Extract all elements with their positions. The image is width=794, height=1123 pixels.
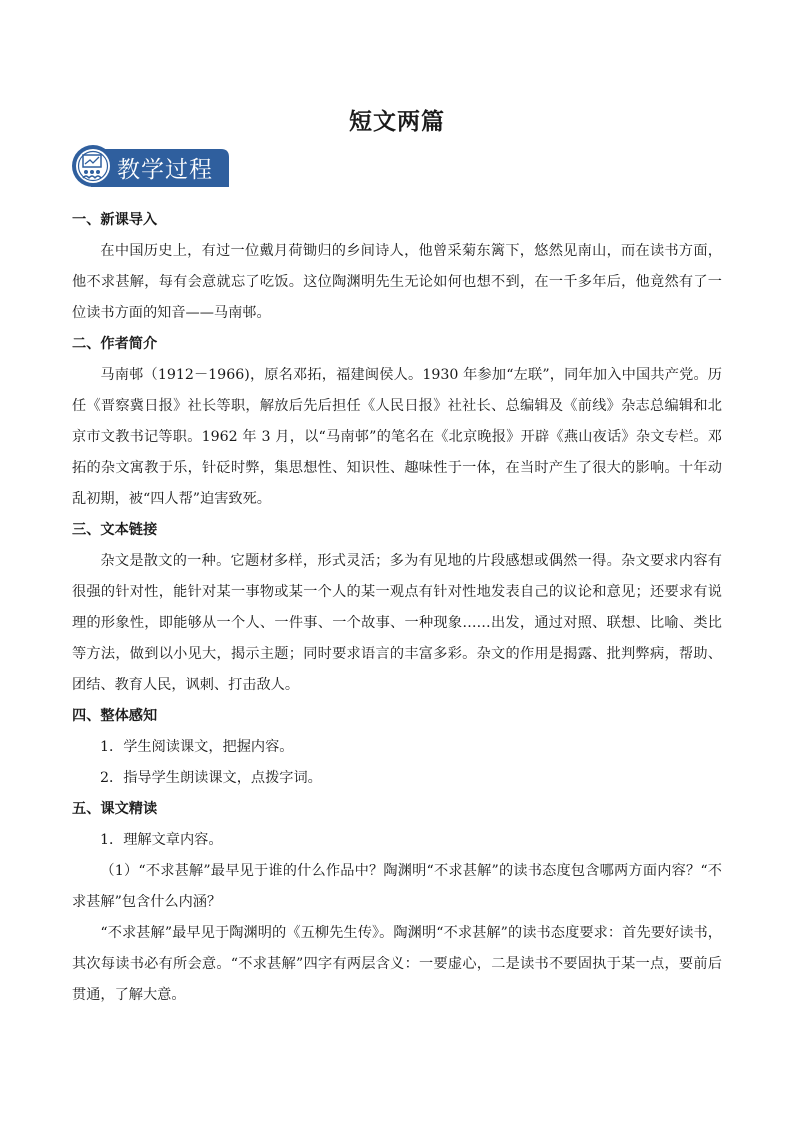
section-heading: 二、作者简介 <box>72 336 158 352</box>
section-heading: 五、课文精读 <box>72 801 158 817</box>
section-paragraph: 马南邨（1912－1966)，原名邓拓，福建闽侯人。1930 年参加“左联”，同年加入中国共产党。历任《晋察冀日报》社长等职，解放后先后担任《人民日报》社社长、总编辑及《前线》杂志总编辑和北京市文教书记等职。1962 年 3 月，以“马南邨”的笔名在《北京晚报》开辟《燕山夜话》杂文专栏。邓拓的杂文寓教于乐，针砭时弊，集思想性、知识性、趣味性于一体，在当时产生了很大的影响。十年动乱初期，被“四人帮”迫害致死。 <box>72 367 722 507</box>
question-paragraph: （1）“不求甚解”最早见于谁的什么作品中？陶渊明“不求甚解”的读书态度包含哪两方面内容？“不求甚解”包含什么内涵？ <box>72 863 722 910</box>
list-item: 2．指导学生朗读课文，点拨字词。 <box>100 770 322 786</box>
section-heading: 三、文本链接 <box>72 522 158 538</box>
document-body <box>72 205 722 1011</box>
banner-label: 教学过程 <box>117 157 213 183</box>
teaching-board-icon <box>71 145 115 187</box>
answer-paragraph: “不求甚解”最早见于陶渊明的《五柳先生传》。陶渊明“不求甚解”的读书态度要求：首先要好读书，其次每读书必有所会意。“不求甚解”四字有两层含义：一要虚心，二是读书不要固执于某一点，要前后贯通，了解大意。 <box>72 925 722 1003</box>
document-title: 短文两篇 <box>349 108 445 135</box>
section-paragraph: 杂文是散文的一种。它题材多样，形式灵活；多为有见地的片段感想或偶然一得。杂文要求内容有很强的针对性，能针对某一事物或某一个人的某一观点有针对性地发表自己的议论和意见；还要求有说理的形象性，即能够从一个人、一件事、一个故事、一种现象……出发，通过对照、联想、比喻、类比等方法，做到以小见大，揭示主题；同时要求语言的丰富多彩。杂文的作用是揭露、批判弊病，帮助、团结、教育人民，讽刺、打击敌人。 <box>72 553 722 693</box>
section-heading: 一、新课导入 <box>72 212 158 228</box>
section-paragraph: 在中国历史上，有过一位戴月荷锄归的乡间诗人，他曾采菊东篱下，悠然见南山，而在读书方面，他不求甚解，每有会意就忘了吃饭。这位陶渊明先生无论如何也想不到，在一千多年后，他竟然有了一位读书方面的知音——马南邨。 <box>72 243 722 321</box>
section-banner <box>71 145 229 187</box>
list-item: 1．学生阅读课文，把握内容。 <box>100 739 294 755</box>
list-item: 1．理解文章内容。 <box>100 832 223 848</box>
section-heading: 四、整体感知 <box>72 708 158 724</box>
